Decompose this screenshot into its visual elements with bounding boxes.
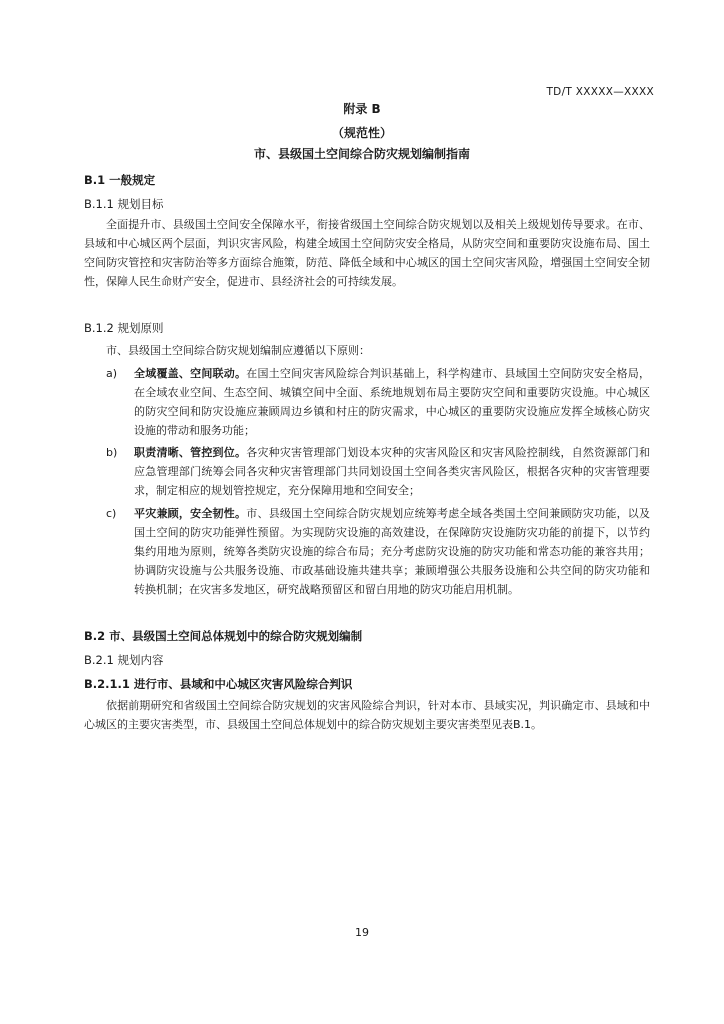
list-item bbox=[106, 504, 650, 599]
list-item-text: 市、县级国土空间综合防灾规划应统筹考虑全域各类国土空间兼顾防灾功能，以及国土空间的防灾功能弹性预留。为实现防灾设施的高效建设，在保障防灾设施防灾功能的前提下，以节约集约用地为原则，统筹各类防灾设施的综合布局；充分考虑防灾设施的防灾功能和常态功能的兼容共用；协调防灾设施与公共服务设施、市政基础设施共建共享；兼顾增强公共服务设施和公共空间的防灾功能和转换机制；在灾害多发地区，研究战略预留区和留白用地的防灾功能启用机制。 bbox=[134, 507, 651, 596]
list-item-lead: 全域覆盖、空间联动。 bbox=[134, 367, 247, 380]
list-item-text: 各灾种灾害管理部门划设本灾种的灾害风险区和灾害风险控制线，自然资源部门和应急管理部门统筹会同各灾种灾害管理部门共同划设国土空间各类灾害风险区，根据各灾种的灾害管理要求，制定相应的规划管控规定，充分保障用地和空间安全； bbox=[134, 446, 651, 497]
list-marker: a) bbox=[106, 367, 118, 380]
appendix-title: 市、县级国土空间综合防灾规划编制指南 bbox=[253, 147, 470, 161]
list-item bbox=[106, 443, 650, 500]
list-item-text: 在国土空间灾害风险综合判识基础上，科学构建市、县域国土空间防灾安全格局，在全域农业空间、生态空间、城镇空间中全面、系统地规划布局主要防灾空间和重要防灾设施。中心城区的防灾空间和防灾设施应兼顾周边乡镇和村庄的防灾需求，中心城区的重要防灾设施应发挥全域核心防灾设施的带动和服务功能； bbox=[134, 367, 651, 437]
section-heading-b2: B.2 市、县级国土空间总体规划中的综合防灾规划编制 bbox=[84, 629, 363, 643]
section-heading-b11: B.1.1 规划目标 bbox=[84, 197, 164, 211]
paragraph-b211: 依据前期研究和省级国土空间综合防灾规划的灾害风险综合判识，针对本市、县域实况，判识确定市、县域和中心城区的主要灾害类型，市、县级国土空间总体规划中的综合防灾规划主要灾害类型见表B.1。 bbox=[84, 699, 650, 731]
paragraph-b11: 全面提升市、县级国土空间安全保障水平，衔接省级国土空间综合防灾规划以及相关上级规划传导要求。在市、县域和中心城区两个层面，判识灾害风险，构建全域国土空间防灾安全格局，从防灾空间和重要防灾设施布局、国土空间防灾管控和灾害防治等多方面综合施策，防范、降低全域和中心城区的国土空间灾害风险，增强国土空间安全韧性，保障人民生命财产安全，促进市、县经济社会的可持续发展。 bbox=[84, 218, 650, 288]
list-marker: c) bbox=[106, 507, 117, 520]
standard-code: TD/T XXXXX—XXXX bbox=[546, 86, 654, 98]
section-heading-b21: B.2.1 规划内容 bbox=[84, 653, 164, 667]
list-item-lead: 平灾兼顾，安全韧性。 bbox=[134, 507, 247, 520]
page-number: 19 bbox=[355, 926, 369, 939]
section-heading-b12: B.1.2 规划原则 bbox=[84, 321, 164, 335]
paragraph-b12-intro: 市、县级国土空间综合防灾规划编制应遵循以下原则： bbox=[106, 344, 370, 357]
section-heading-b211: B.2.1.1 进行市、县域和中心城区灾害风险综合判识 bbox=[84, 677, 353, 691]
appendix-label: 附录 B bbox=[343, 102, 381, 116]
list-item-lead: 职责清晰、管控到位。 bbox=[134, 446, 247, 459]
list-item bbox=[106, 364, 650, 440]
section-heading-b1: B.1 一般规定 bbox=[84, 173, 156, 187]
normative-label: （规范性） bbox=[331, 126, 392, 140]
list-marker: b) bbox=[106, 446, 118, 459]
